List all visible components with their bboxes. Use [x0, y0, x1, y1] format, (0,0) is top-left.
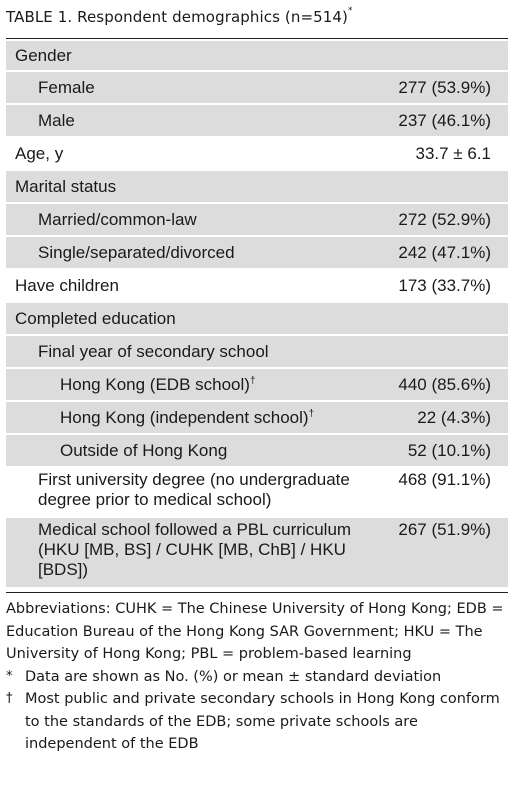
row-value [368, 170, 508, 203]
row-value: 277 (53.9%) [368, 71, 508, 104]
row-value: 22 (4.3%) [368, 401, 508, 434]
row-value: 272 (52.9%) [368, 203, 508, 236]
row-value [368, 302, 508, 335]
row-label: Final year of secondary school [6, 335, 368, 368]
footnote-mark: * [6, 668, 13, 684]
row-value: 173 (33.7%) [398, 275, 491, 295]
row-value: 242 (47.1%) [368, 236, 508, 269]
table-notes [6, 598, 508, 756]
table-row [6, 467, 508, 517]
row-label: Female [6, 71, 368, 104]
dagger-mark: † [308, 407, 315, 419]
table-row [6, 335, 508, 368]
row-value [368, 335, 508, 368]
footnote-text: Most public and private secondary schools in Hong Kong conform to the standards of the EDB; some private schools are independent of the EDB [25, 691, 500, 752]
row-value: 237 (46.1%) [368, 104, 508, 137]
footnote-text: Data are shown as No. (%) or mean ± standard deviation [25, 668, 442, 685]
row-label: Age, y [15, 143, 64, 163]
table-row [6, 137, 508, 170]
table-row [6, 170, 508, 203]
row-value: 52 (10.1%) [368, 434, 508, 467]
table-row [6, 71, 508, 104]
footnote [6, 688, 508, 756]
row-value: 468 (91.1%) [398, 470, 491, 489]
abbreviations-note: Abbreviations: CUHK = The Chinese University of Hong Kong; EDB = Education Bureau of the Hong Kong SAR Government; HKU = The University of Hong Kong; PBL = problem-based learning [6, 601, 504, 662]
table-title-text: TABLE 1. Respondent demographics (n=514) [6, 8, 348, 26]
row-label: Gender [6, 40, 368, 71]
demographics-table [6, 39, 508, 587]
row-label-text: Hong Kong (independent school) [60, 407, 309, 427]
row-value: 33.7 ± 6.1 [415, 143, 491, 163]
row-value: 440 (85.6%) [368, 368, 508, 401]
table-row [6, 517, 508, 587]
row-label: Marital status [6, 170, 368, 203]
table-row [6, 302, 508, 335]
row-label: Medical school followed a PBL curriculum (HKU [MB, BS] / CUHK [MB, ChB] / HKU [BDS]) [6, 517, 368, 587]
dagger-mark: † [249, 374, 256, 386]
table-row [6, 236, 508, 269]
table-row [6, 368, 508, 401]
footnote-mark: † [6, 691, 13, 706]
footnote [6, 666, 508, 689]
row-value: 267 (51.9%) [368, 517, 508, 587]
row-label: Have children [15, 275, 119, 295]
row-label: First university degree (no undergraduate degree prior to medical school) [38, 470, 350, 509]
row-label: Single/separated/divorced [6, 236, 368, 269]
table-title [6, 8, 353, 26]
table-row [6, 401, 508, 434]
table-row [6, 40, 508, 71]
row-label-text: Hong Kong (EDB school) [60, 374, 250, 394]
row-label: Completed education [6, 302, 368, 335]
row-value [368, 40, 508, 71]
table-row [6, 269, 508, 302]
row-label: Married/common-law [6, 203, 368, 236]
title-footnote-mark: * [348, 6, 353, 16]
row-label [6, 401, 368, 434]
row-label: Male [6, 104, 368, 137]
bottom-rule [6, 592, 508, 593]
row-label: Outside of Hong Kong [6, 434, 368, 467]
row-label [6, 368, 368, 401]
table-row [6, 203, 508, 236]
table-row [6, 104, 508, 137]
table-row [6, 434, 508, 467]
